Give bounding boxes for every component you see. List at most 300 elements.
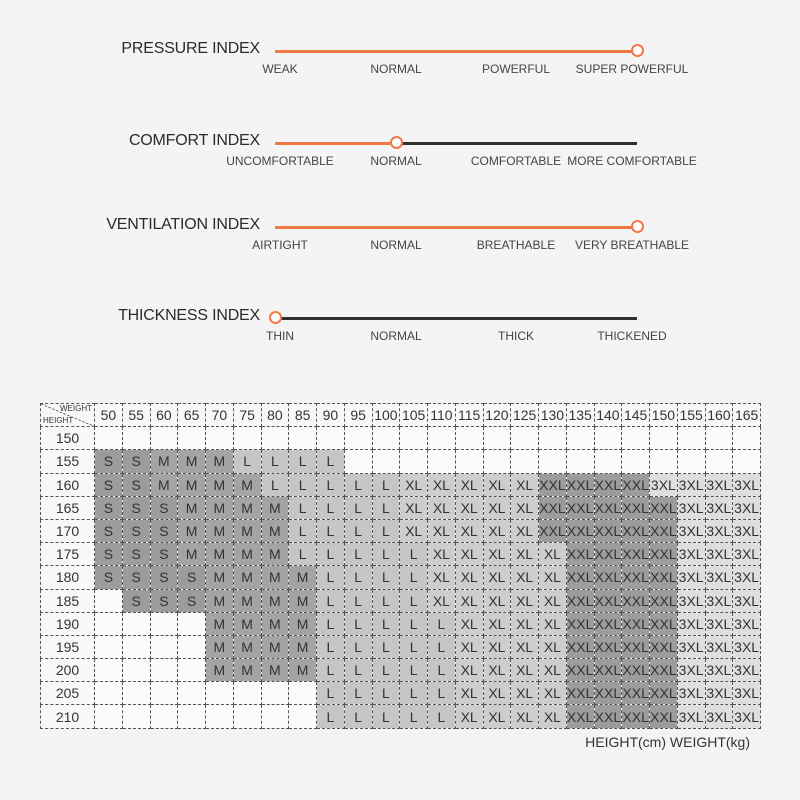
size-cell: S xyxy=(178,589,206,612)
size-cell: XL xyxy=(455,543,483,566)
size-cell: L xyxy=(400,705,428,728)
size-cell: XL xyxy=(455,473,483,496)
size-cell: XXL xyxy=(594,543,622,566)
size-cell: L xyxy=(372,635,400,658)
size-chart-header-row xyxy=(41,404,761,427)
size-cell: L xyxy=(344,612,372,635)
size-cell: XXL xyxy=(650,612,678,635)
size-cell xyxy=(455,427,483,450)
height-header-cell: 170 xyxy=(41,519,95,542)
size-cell: 3XL xyxy=(677,519,705,542)
size-cell: XXL xyxy=(622,496,650,519)
size-cell: M xyxy=(261,659,289,682)
size-cell xyxy=(344,427,372,450)
height-header-cell: 175 xyxy=(41,543,95,566)
size-cell: L xyxy=(372,519,400,542)
size-cell: XL xyxy=(511,543,539,566)
size-cell xyxy=(455,450,483,473)
size-cell: 3XL xyxy=(677,682,705,705)
size-cell: XL xyxy=(539,566,567,589)
size-cell: 3XL xyxy=(705,682,733,705)
ventilation-index-title: VENTILATION INDEX xyxy=(106,216,260,233)
size-cell xyxy=(733,450,761,473)
size-chart-row xyxy=(41,705,761,728)
size-cell: L xyxy=(372,543,400,566)
size-cell: XL xyxy=(483,496,511,519)
size-cell: XL xyxy=(539,589,567,612)
size-cell: 3XL xyxy=(677,589,705,612)
size-cell: L xyxy=(344,473,372,496)
size-cell: XL xyxy=(511,519,539,542)
size-cell: L xyxy=(289,473,317,496)
size-cell: XXL xyxy=(650,496,678,519)
size-cell: L xyxy=(428,705,456,728)
size-cell: XXL xyxy=(566,496,594,519)
size-cell xyxy=(95,589,123,612)
size-cell: XL xyxy=(455,589,483,612)
size-cell: 3XL xyxy=(733,612,761,635)
size-cell: L xyxy=(261,450,289,473)
size-cell: M xyxy=(261,635,289,658)
size-cell: S xyxy=(95,450,123,473)
size-cell: XL xyxy=(511,612,539,635)
ventilation-index-level-label: VERY BREATHABLE xyxy=(574,238,690,252)
size-cell xyxy=(539,427,567,450)
pressure-index-level-label: SUPER POWERFUL xyxy=(575,62,689,76)
ventilation-index-track xyxy=(275,226,637,229)
size-cell: L xyxy=(372,659,400,682)
size-cell: S xyxy=(122,450,150,473)
size-cell: XXL xyxy=(622,705,650,728)
size-cell: XXL xyxy=(594,566,622,589)
size-cell: XL xyxy=(539,682,567,705)
size-cell: 3XL xyxy=(733,566,761,589)
size-cell: L xyxy=(344,705,372,728)
size-cell: M xyxy=(206,496,234,519)
size-cell: L xyxy=(317,612,345,635)
weight-header-cell: 155 xyxy=(677,404,705,427)
size-cell: XXL xyxy=(539,519,567,542)
size-cell: M xyxy=(233,635,261,658)
size-cell xyxy=(594,427,622,450)
size-cell xyxy=(122,659,150,682)
size-cell: XXL xyxy=(539,473,567,496)
size-cell: XL xyxy=(455,705,483,728)
size-cell: M xyxy=(233,543,261,566)
size-cell: XL xyxy=(539,543,567,566)
size-cell: S xyxy=(150,496,178,519)
size-cell: S xyxy=(150,543,178,566)
size-cell xyxy=(594,450,622,473)
size-cell xyxy=(400,427,428,450)
size-cell: M xyxy=(178,473,206,496)
size-cell: XXL xyxy=(650,589,678,612)
size-cell: XL xyxy=(455,635,483,658)
size-cell: M xyxy=(233,659,261,682)
size-chart-row xyxy=(41,612,761,635)
size-cell: 3XL xyxy=(705,705,733,728)
size-chart-corner-cell xyxy=(41,404,95,427)
thickness-index-track xyxy=(275,317,637,320)
size-cell: L xyxy=(372,612,400,635)
size-cell: M xyxy=(233,473,261,496)
size-cell: XL xyxy=(539,635,567,658)
corner-weight-label: WEIGHT xyxy=(60,404,92,413)
size-cell: XXL xyxy=(594,659,622,682)
size-cell: XL xyxy=(483,705,511,728)
size-cell: XL xyxy=(483,589,511,612)
size-cell: XL xyxy=(483,659,511,682)
height-header-cell: 165 xyxy=(41,496,95,519)
size-cell: 3XL xyxy=(677,473,705,496)
size-cell: XL xyxy=(511,635,539,658)
size-cell xyxy=(622,427,650,450)
size-cell: XL xyxy=(539,612,567,635)
size-cell: M xyxy=(150,450,178,473)
size-cell: S xyxy=(122,543,150,566)
size-cell xyxy=(122,635,150,658)
size-cell: XXL xyxy=(650,566,678,589)
size-cell xyxy=(677,450,705,473)
size-cell: S xyxy=(122,589,150,612)
comfort-index-level-label: NORMAL xyxy=(370,154,422,168)
size-cell: M xyxy=(261,612,289,635)
size-cell: M xyxy=(289,635,317,658)
size-cell: L xyxy=(428,659,456,682)
pressure-index-level-label: WEAK xyxy=(262,62,298,76)
size-cell: L xyxy=(317,705,345,728)
size-cell: M xyxy=(206,589,234,612)
height-header-cell: 185 xyxy=(41,589,95,612)
size-cell: XL xyxy=(400,473,428,496)
size-cell: L xyxy=(344,659,372,682)
ventilation-index-level-label: AIRTIGHT xyxy=(252,238,308,252)
size-cell: L xyxy=(344,543,372,566)
pressure-index-track xyxy=(275,50,637,53)
size-cell: XL xyxy=(511,473,539,496)
size-cell xyxy=(677,427,705,450)
comfort-index-track xyxy=(275,142,637,145)
size-cell xyxy=(566,450,594,473)
size-cell: M xyxy=(206,450,234,473)
size-cell: S xyxy=(122,473,150,496)
size-cell: XL xyxy=(428,519,456,542)
size-cell: 3XL xyxy=(733,519,761,542)
size-cell: XL xyxy=(400,496,428,519)
size-cell xyxy=(705,450,733,473)
size-cell: S xyxy=(95,473,123,496)
size-cell: XL xyxy=(483,519,511,542)
size-cell: 3XL xyxy=(677,635,705,658)
ventilation-index-fill xyxy=(275,226,637,229)
size-cell xyxy=(122,427,150,450)
weight-header-cell: 115 xyxy=(455,404,483,427)
size-cell xyxy=(206,682,234,705)
size-cell: XL xyxy=(511,705,539,728)
size-cell: XXL xyxy=(594,473,622,496)
size-cell: M xyxy=(178,496,206,519)
pressure-index-level-label: NORMAL xyxy=(370,62,422,76)
weight-header-cell: 60 xyxy=(150,404,178,427)
size-cell: XL xyxy=(455,519,483,542)
size-cell: XL xyxy=(483,543,511,566)
size-cell: L xyxy=(400,682,428,705)
weight-header-cell: 140 xyxy=(594,404,622,427)
size-cell: 3XL xyxy=(677,496,705,519)
size-cell: XXL xyxy=(594,612,622,635)
size-cell: XL xyxy=(428,566,456,589)
size-cell: 3XL xyxy=(733,635,761,658)
comfort-index-level-label: COMFORTABLE xyxy=(470,154,562,168)
size-cell: S xyxy=(150,566,178,589)
size-cell xyxy=(150,705,178,728)
size-cell: L xyxy=(317,635,345,658)
size-chart-row xyxy=(41,659,761,682)
weight-header-cell: 80 xyxy=(261,404,289,427)
size-cell xyxy=(289,427,317,450)
size-cell xyxy=(428,450,456,473)
size-cell: XXL xyxy=(539,496,567,519)
size-cell: XL xyxy=(483,473,511,496)
size-cell: XXL xyxy=(622,635,650,658)
size-cell: L xyxy=(400,566,428,589)
size-cell xyxy=(372,427,400,450)
size-cell: L xyxy=(428,682,456,705)
size-chart-row xyxy=(41,589,761,612)
size-cell xyxy=(178,682,206,705)
size-cell: XL xyxy=(483,635,511,658)
size-chart-units-note: HEIGHT(cm) WEIGHT(kg) xyxy=(585,734,750,750)
pressure-index-knob xyxy=(631,44,644,57)
size-cell: L xyxy=(289,450,317,473)
size-cell: L xyxy=(289,543,317,566)
size-cell: 3XL xyxy=(733,705,761,728)
size-cell: M xyxy=(206,659,234,682)
size-cell xyxy=(233,427,261,450)
size-cell xyxy=(511,450,539,473)
size-cell: L xyxy=(317,496,345,519)
size-cell: XL xyxy=(539,705,567,728)
size-cell: 3XL xyxy=(733,473,761,496)
thickness-index-level-label: THICK xyxy=(498,329,534,343)
size-cell xyxy=(650,427,678,450)
size-cell: M xyxy=(206,635,234,658)
size-cell: L xyxy=(372,705,400,728)
size-cell: L xyxy=(372,589,400,612)
size-cell: XL xyxy=(428,589,456,612)
pressure-index-level-label: POWERFUL xyxy=(481,62,551,76)
size-cell: 3XL xyxy=(705,659,733,682)
weight-header-cell: 145 xyxy=(622,404,650,427)
size-cell: L xyxy=(317,682,345,705)
size-cell: XXL xyxy=(650,543,678,566)
size-cell: M xyxy=(261,589,289,612)
size-cell: L xyxy=(428,635,456,658)
height-header-cell: 200 xyxy=(41,659,95,682)
size-cell xyxy=(95,705,123,728)
size-cell: XXL xyxy=(650,682,678,705)
thickness-index-level-label: THIN xyxy=(266,329,294,343)
size-cell: 3XL xyxy=(705,473,733,496)
size-cell: M xyxy=(233,519,261,542)
weight-header-cell: 135 xyxy=(566,404,594,427)
size-cell: XXL xyxy=(594,589,622,612)
size-cell: 3XL xyxy=(705,635,733,658)
size-cell: XXL xyxy=(566,589,594,612)
size-cell: M xyxy=(206,473,234,496)
size-chart-row xyxy=(41,450,761,473)
size-cell: S xyxy=(95,543,123,566)
size-cell: XL xyxy=(511,566,539,589)
thickness-index-knob xyxy=(269,311,282,324)
weight-header-cell: 70 xyxy=(206,404,234,427)
size-cell xyxy=(289,682,317,705)
size-cell: 3XL xyxy=(733,589,761,612)
size-cell xyxy=(261,427,289,450)
size-cell xyxy=(178,705,206,728)
size-cell: XXL xyxy=(650,519,678,542)
size-cell xyxy=(511,427,539,450)
height-header-cell: 180 xyxy=(41,566,95,589)
size-cell: S xyxy=(178,566,206,589)
size-cell: L xyxy=(344,589,372,612)
size-cell: L xyxy=(317,543,345,566)
weight-header-cell: 85 xyxy=(289,404,317,427)
size-cell xyxy=(150,682,178,705)
size-cell: XXL xyxy=(594,635,622,658)
size-cell xyxy=(233,682,261,705)
size-cell: XXL xyxy=(594,496,622,519)
size-chart-row xyxy=(41,473,761,496)
size-cell: XXL xyxy=(622,543,650,566)
size-cell: 3XL xyxy=(677,543,705,566)
weight-header-cell: 130 xyxy=(539,404,567,427)
size-cell: L xyxy=(261,473,289,496)
height-header-cell: 190 xyxy=(41,612,95,635)
comfort-index xyxy=(0,132,800,202)
weight-header-cell: 120 xyxy=(483,404,511,427)
size-cell: S xyxy=(150,519,178,542)
size-cell xyxy=(233,705,261,728)
ventilation-index-level-label: NORMAL xyxy=(370,238,422,252)
size-cell: L xyxy=(400,612,428,635)
size-cell: M xyxy=(289,566,317,589)
size-cell: M xyxy=(206,543,234,566)
size-cell: XXL xyxy=(622,682,650,705)
size-cell xyxy=(428,427,456,450)
size-cell: L xyxy=(317,450,345,473)
ventilation-index xyxy=(0,216,800,286)
height-header-cell: 155 xyxy=(41,450,95,473)
height-header-cell: 150 xyxy=(41,427,95,450)
size-cell: M xyxy=(261,543,289,566)
size-cell: L xyxy=(372,496,400,519)
size-cell xyxy=(150,635,178,658)
size-cell: S xyxy=(122,566,150,589)
size-cell: XL xyxy=(428,543,456,566)
size-cell: M xyxy=(178,450,206,473)
size-cell: L xyxy=(317,519,345,542)
size-cell: XL xyxy=(483,566,511,589)
size-cell: M xyxy=(206,519,234,542)
size-cell xyxy=(95,612,123,635)
size-cell: M xyxy=(206,612,234,635)
weight-header-cell: 150 xyxy=(650,404,678,427)
height-header-cell: 210 xyxy=(41,705,95,728)
size-cell: L xyxy=(317,566,345,589)
size-cell: M xyxy=(261,566,289,589)
ventilation-index-level-label: BREATHABLE xyxy=(476,238,556,252)
size-cell xyxy=(95,659,123,682)
size-cell xyxy=(122,612,150,635)
comfort-index-level-label: MORE COMFORTABLE xyxy=(567,154,697,168)
ventilation-index-knob xyxy=(631,220,644,233)
size-cell: S xyxy=(122,519,150,542)
size-cell: L xyxy=(344,496,372,519)
size-cell: XXL xyxy=(594,519,622,542)
size-cell: XL xyxy=(511,496,539,519)
size-cell xyxy=(122,705,150,728)
weight-header-cell: 125 xyxy=(511,404,539,427)
comfort-index-title: COMFORT INDEX xyxy=(128,132,260,149)
size-cell: 3XL xyxy=(705,496,733,519)
weight-header-cell: 75 xyxy=(233,404,261,427)
size-chart-row xyxy=(41,543,761,566)
size-cell: L xyxy=(372,682,400,705)
size-cell: M xyxy=(233,566,261,589)
weight-header-cell: 160 xyxy=(705,404,733,427)
weight-header-cell: 165 xyxy=(733,404,761,427)
size-cell: XXL xyxy=(594,682,622,705)
size-cell xyxy=(150,659,178,682)
size-cell: XL xyxy=(511,659,539,682)
size-cell: XL xyxy=(400,519,428,542)
weight-header-cell: 65 xyxy=(178,404,206,427)
size-cell: M xyxy=(178,543,206,566)
size-cell: XXL xyxy=(566,566,594,589)
size-cell xyxy=(483,450,511,473)
size-cell xyxy=(178,659,206,682)
size-cell: M xyxy=(261,496,289,519)
size-cell: 3XL xyxy=(733,659,761,682)
size-cell xyxy=(122,682,150,705)
size-cell: 3XL xyxy=(705,543,733,566)
size-chart-row xyxy=(41,427,761,450)
size-cell: L xyxy=(344,635,372,658)
size-cell: S xyxy=(95,566,123,589)
size-cell: 3XL xyxy=(677,566,705,589)
size-cell: M xyxy=(289,589,317,612)
size-cell xyxy=(650,450,678,473)
size-cell: 3XL xyxy=(677,659,705,682)
size-cell: XXL xyxy=(622,519,650,542)
size-cell xyxy=(400,450,428,473)
size-cell xyxy=(95,427,123,450)
size-cell: L xyxy=(317,473,345,496)
size-cell: 3XL xyxy=(650,473,678,496)
size-cell: L xyxy=(400,659,428,682)
size-cell: XXL xyxy=(622,566,650,589)
size-cell: XL xyxy=(539,659,567,682)
size-cell xyxy=(95,682,123,705)
size-cell xyxy=(178,635,206,658)
size-cell: L xyxy=(372,473,400,496)
weight-header-cell: 100 xyxy=(372,404,400,427)
size-cell xyxy=(261,682,289,705)
size-cell xyxy=(539,450,567,473)
height-header-cell: 205 xyxy=(41,682,95,705)
size-cell xyxy=(622,450,650,473)
